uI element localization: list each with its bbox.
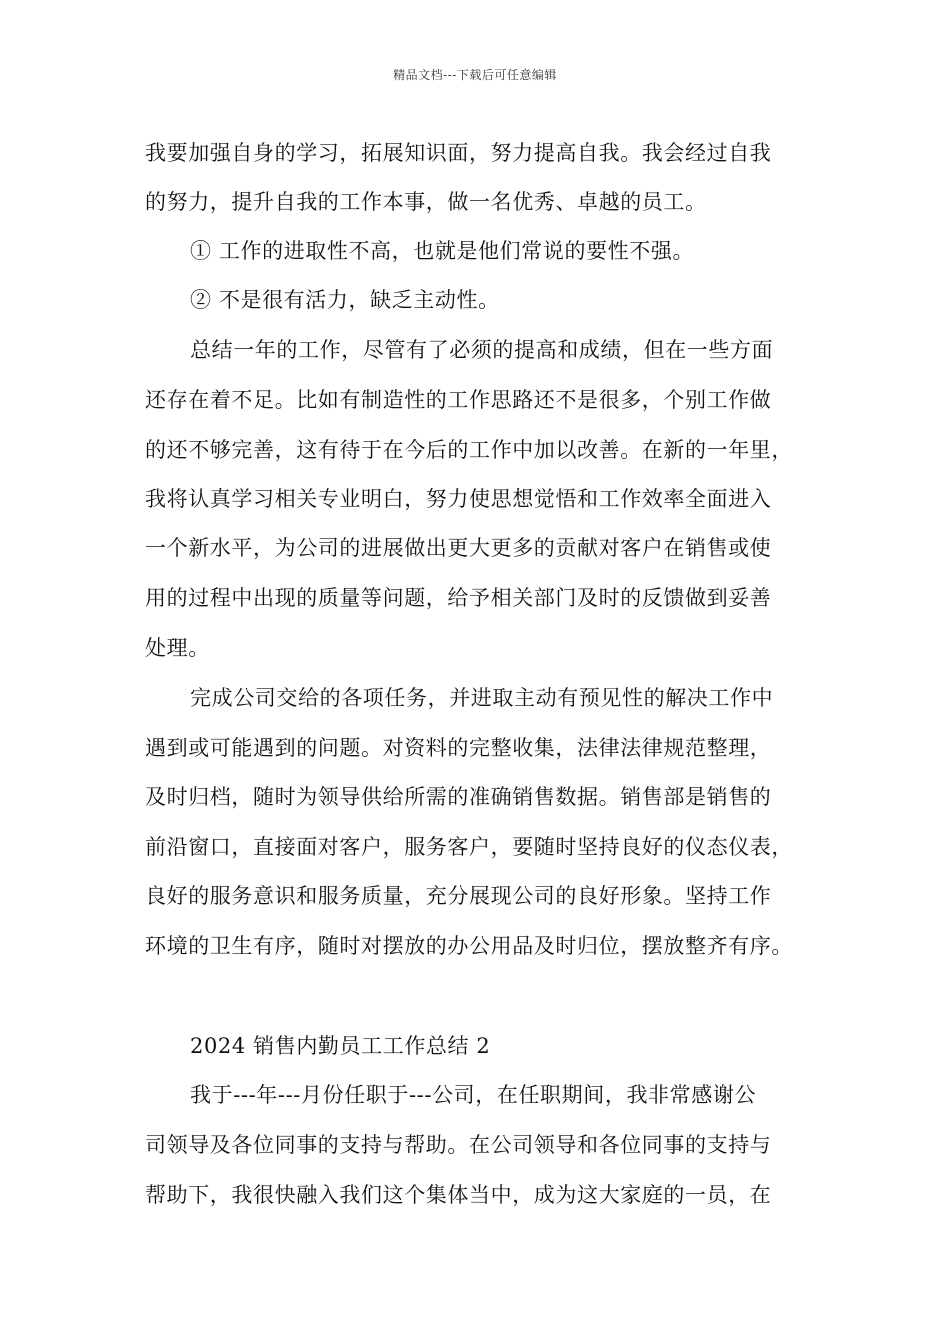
section-heading: 2024 销售内勤员工工作总结 2 — [190, 1034, 491, 1058]
body-line: 前沿窗口，直接面对客户，服务客户，要随时坚持良好的仪态仪表， — [145, 835, 793, 859]
list-item: ① 工作的进取性不高，也就是他们常说的要性不强。 — [190, 239, 695, 263]
body-line: 帮助下，我很快融入我们这个集体当中，成为这大家庭的一员，在 — [145, 1183, 772, 1207]
body-line: 处理。 — [145, 636, 210, 660]
body-line: 一个新水平，为公司的进展做出更大更多的贡献对客户在销售或使 — [145, 536, 772, 560]
body-line: 我要加强自身的学习，拓展知识面，努力提高自我。我会经过自我 — [145, 141, 772, 165]
list-item: ② 不是很有活力，缺乏主动性。 — [190, 288, 500, 312]
body-line: 司领导及各位同事的支持与帮助。在公司领导和各位同事的支持与 — [145, 1133, 772, 1157]
body-line: 的还不够完善，这有待于在今后的工作中加以改善。在新的一年里， — [145, 438, 793, 462]
page-header: 精品文档---下载后可任意编辑 — [393, 68, 557, 82]
body-line: 及时归档，随时为领导供给所需的准确销售数据。销售部是销售的 — [145, 785, 772, 809]
paragraph-first-line: 完成公司交给的各项任务，并进取主动有预见性的解决工作中 — [190, 686, 774, 710]
body-line: 用的过程中出现的质量等问题，给予相关部门及时的反馈做到妥善 — [145, 586, 772, 610]
body-line: 的努力，提升自我的工作本事，做一名优秀、卓越的员工。 — [145, 190, 707, 214]
body-line: 我将认真学习相关专业明白，努力使思想觉悟和工作效率全面进入 — [145, 487, 772, 511]
body-line: 环境的卫生有序，随时对摆放的办公用品及时归位，摆放整齐有序。 — [145, 934, 793, 958]
body-line: 遇到或可能遇到的问题。对资料的完整收集，法律法律规范整理， — [145, 736, 772, 760]
paragraph-first-line: 总结一年的工作，尽管有了必须的提高和成绩，但在一些方面 — [190, 338, 774, 362]
paragraph-first-line: 我于---年---月份任职于---公司，在任职期间，我非常感谢公 — [190, 1083, 757, 1107]
body-line: 良好的服务意识和服务质量，充分展现公司的良好形象。坚持工作 — [145, 884, 772, 908]
body-line: 还存在着不足。比如有制造性的工作思路还不是很多，个别工作做 — [145, 388, 772, 412]
